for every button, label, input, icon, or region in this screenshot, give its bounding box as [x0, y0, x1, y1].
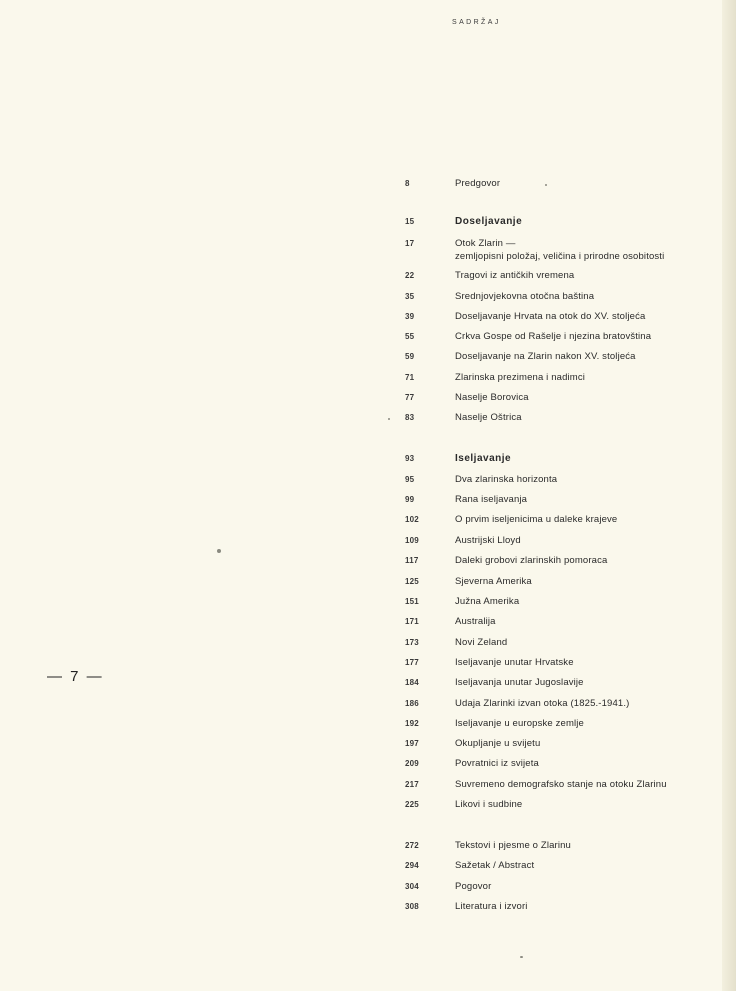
- toc-page-number: 184: [405, 678, 419, 687]
- toc-entry-title: [455, 839, 725, 852]
- paper-speck: [217, 549, 221, 553]
- toc-page-number: 173: [405, 638, 419, 647]
- toc-title-text: Okupljanje u svijetu: [455, 738, 541, 749]
- toc-page-number: 272: [405, 841, 419, 850]
- toc-page-number: 209: [405, 759, 419, 768]
- toc-title-text: Daleki grobovi zlarinskih pomoraca: [455, 555, 608, 566]
- toc-title-text: Austrijski Lloyd: [455, 535, 521, 546]
- toc-title-text: Naselje Oštrica: [455, 412, 522, 423]
- toc-entry-title: [455, 554, 725, 567]
- page-header: SADRŽAJ: [452, 19, 501, 26]
- toc-entry-title: [455, 636, 725, 649]
- toc-page-number: 109: [405, 536, 419, 545]
- toc-page-number: 192: [405, 719, 419, 728]
- toc-page-number: 15: [405, 217, 415, 226]
- toc-section-title: [455, 452, 725, 465]
- toc-page-number: 22: [405, 271, 415, 280]
- toc-title-text: Doseljavanje na Zlarin nakon XV. stoljeća: [455, 351, 636, 362]
- toc-title-text: Doseljavanje: [455, 216, 523, 227]
- toc-title-text: Južna Amerika: [455, 596, 520, 607]
- toc-title-text: Australija: [455, 616, 496, 627]
- toc-page-number: 294: [405, 861, 419, 870]
- toc-entry-title: [455, 656, 725, 669]
- toc-entry-title: [455, 513, 725, 526]
- toc-page-number: 93: [405, 454, 415, 463]
- toc-page-number: 225: [405, 800, 419, 809]
- toc-entry-title: [455, 778, 725, 791]
- toc-title-text: Crkva Gospe od Rašelje i njezina bratovština: [455, 331, 652, 342]
- toc-page-number: 99: [405, 495, 415, 504]
- toc-page-number: 17: [405, 239, 415, 248]
- toc-page-number: 35: [405, 292, 415, 301]
- toc-title-text: Sjeverna Amerika: [455, 576, 532, 587]
- toc-title-text: Iseljavanje u europske zemlje: [455, 718, 584, 729]
- toc-entry-title: [455, 290, 725, 303]
- toc-title-text: Iseljavanje: [455, 453, 512, 464]
- toc-entry-title: [455, 798, 725, 811]
- toc-page-number: 95: [405, 475, 415, 484]
- toc-entry-title: [455, 350, 725, 363]
- toc-page-number: 308: [405, 902, 419, 911]
- toc-title-text: Doseljavanje Hrvata na otok do XV. stoljeća: [455, 311, 646, 322]
- toc-entry-title: [455, 575, 725, 588]
- toc-page-number: 171: [405, 617, 419, 626]
- toc-entry-title: [455, 473, 725, 486]
- toc-title-text: O prvim iseljenicima u daleke krajeve: [455, 514, 618, 525]
- toc-title-text: Sažetak / Abstract: [455, 860, 535, 871]
- toc-page-number: 117: [405, 556, 419, 565]
- toc-page-number: 83: [405, 413, 415, 422]
- toc-entry-title: [455, 859, 725, 872]
- toc-title-text: Pogovor: [455, 881, 492, 892]
- toc-entry-title: [455, 237, 725, 263]
- toc-entry-title: [455, 330, 725, 343]
- toc-title-text-line2: zemljopisni položaj, veličina i prirodne osobitosti: [455, 251, 665, 262]
- toc-entry-title: [455, 880, 725, 893]
- toc-page-number: 217: [405, 780, 419, 789]
- toc-entry-title: [455, 717, 725, 730]
- toc-page-number: 197: [405, 739, 419, 748]
- toc-entry-title: [455, 615, 725, 628]
- page-number: — 7 —: [47, 668, 104, 685]
- toc-title-text: Rana iseljavanja: [455, 494, 528, 505]
- toc-entry-title: [455, 269, 725, 282]
- toc-title-text: Suvremeno demografsko stanje na otoku Zlarinu: [455, 779, 667, 790]
- paper-speck: [545, 184, 547, 186]
- toc-title-text: Tekstovi i pjesme o Zlarinu: [455, 840, 571, 851]
- toc-section-title: [455, 215, 725, 228]
- toc-title-text: Predgovor: [455, 178, 501, 189]
- toc-entry-title: [455, 737, 725, 750]
- toc-page-number: 151: [405, 597, 419, 606]
- toc-title-text: Tragovi iz antičkih vremena: [455, 270, 575, 281]
- toc-entry-title: [455, 757, 725, 770]
- toc-entry-title: [455, 595, 725, 608]
- toc-title-text: Zlarinska prezimena i nadimci: [455, 372, 586, 383]
- toc-entry-title: [455, 391, 725, 404]
- toc-title-text: Iseljavanja unutar Jugoslavije: [455, 677, 584, 688]
- toc-title-text: Srednjovjekovna otočna baština: [455, 291, 595, 302]
- toc-page-number: 102: [405, 515, 419, 524]
- paper-speck: [520, 956, 523, 958]
- toc-title-text: Novi Zeland: [455, 637, 508, 648]
- toc-title-text: Literatura i izvori: [455, 901, 528, 912]
- toc-entry-title: [455, 411, 725, 424]
- paper-speck: [388, 418, 390, 420]
- toc-page-number: 8: [405, 179, 410, 188]
- toc-page-number: 304: [405, 882, 419, 891]
- toc-page-number: 55: [405, 332, 415, 341]
- toc-entry-title: [455, 371, 725, 384]
- toc-entry-title: [455, 310, 725, 323]
- toc-page-number: 186: [405, 699, 419, 708]
- toc-title-text: Otok Zlarin —: [455, 238, 516, 249]
- toc-title-text: Dva zlarinska horizonta: [455, 474, 558, 485]
- toc-page-number: 39: [405, 312, 415, 321]
- toc-page-number: 177: [405, 658, 419, 667]
- toc-entry-title: [455, 697, 725, 710]
- toc-entry-title: [455, 900, 725, 913]
- toc-entry-title: [455, 534, 725, 547]
- toc-entry-title: [455, 177, 725, 190]
- toc-page-number: 77: [405, 393, 415, 402]
- toc-title-text: Likovi i sudbine: [455, 799, 523, 810]
- toc-title-text: Udaja Zlarinki izvan otoka (1825.-1941.): [455, 698, 630, 709]
- toc-page-number: 71: [405, 373, 415, 382]
- toc-entry-title: [455, 493, 725, 506]
- toc-title-text: Naselje Borovica: [455, 392, 529, 403]
- toc-title-text: Iseljavanje unutar Hrvatske: [455, 657, 574, 668]
- toc-title-text: Povratnici iz svijeta: [455, 758, 539, 769]
- toc-page-number: 59: [405, 352, 415, 361]
- toc-page-number: 125: [405, 577, 419, 586]
- toc-entry-title: [455, 676, 725, 689]
